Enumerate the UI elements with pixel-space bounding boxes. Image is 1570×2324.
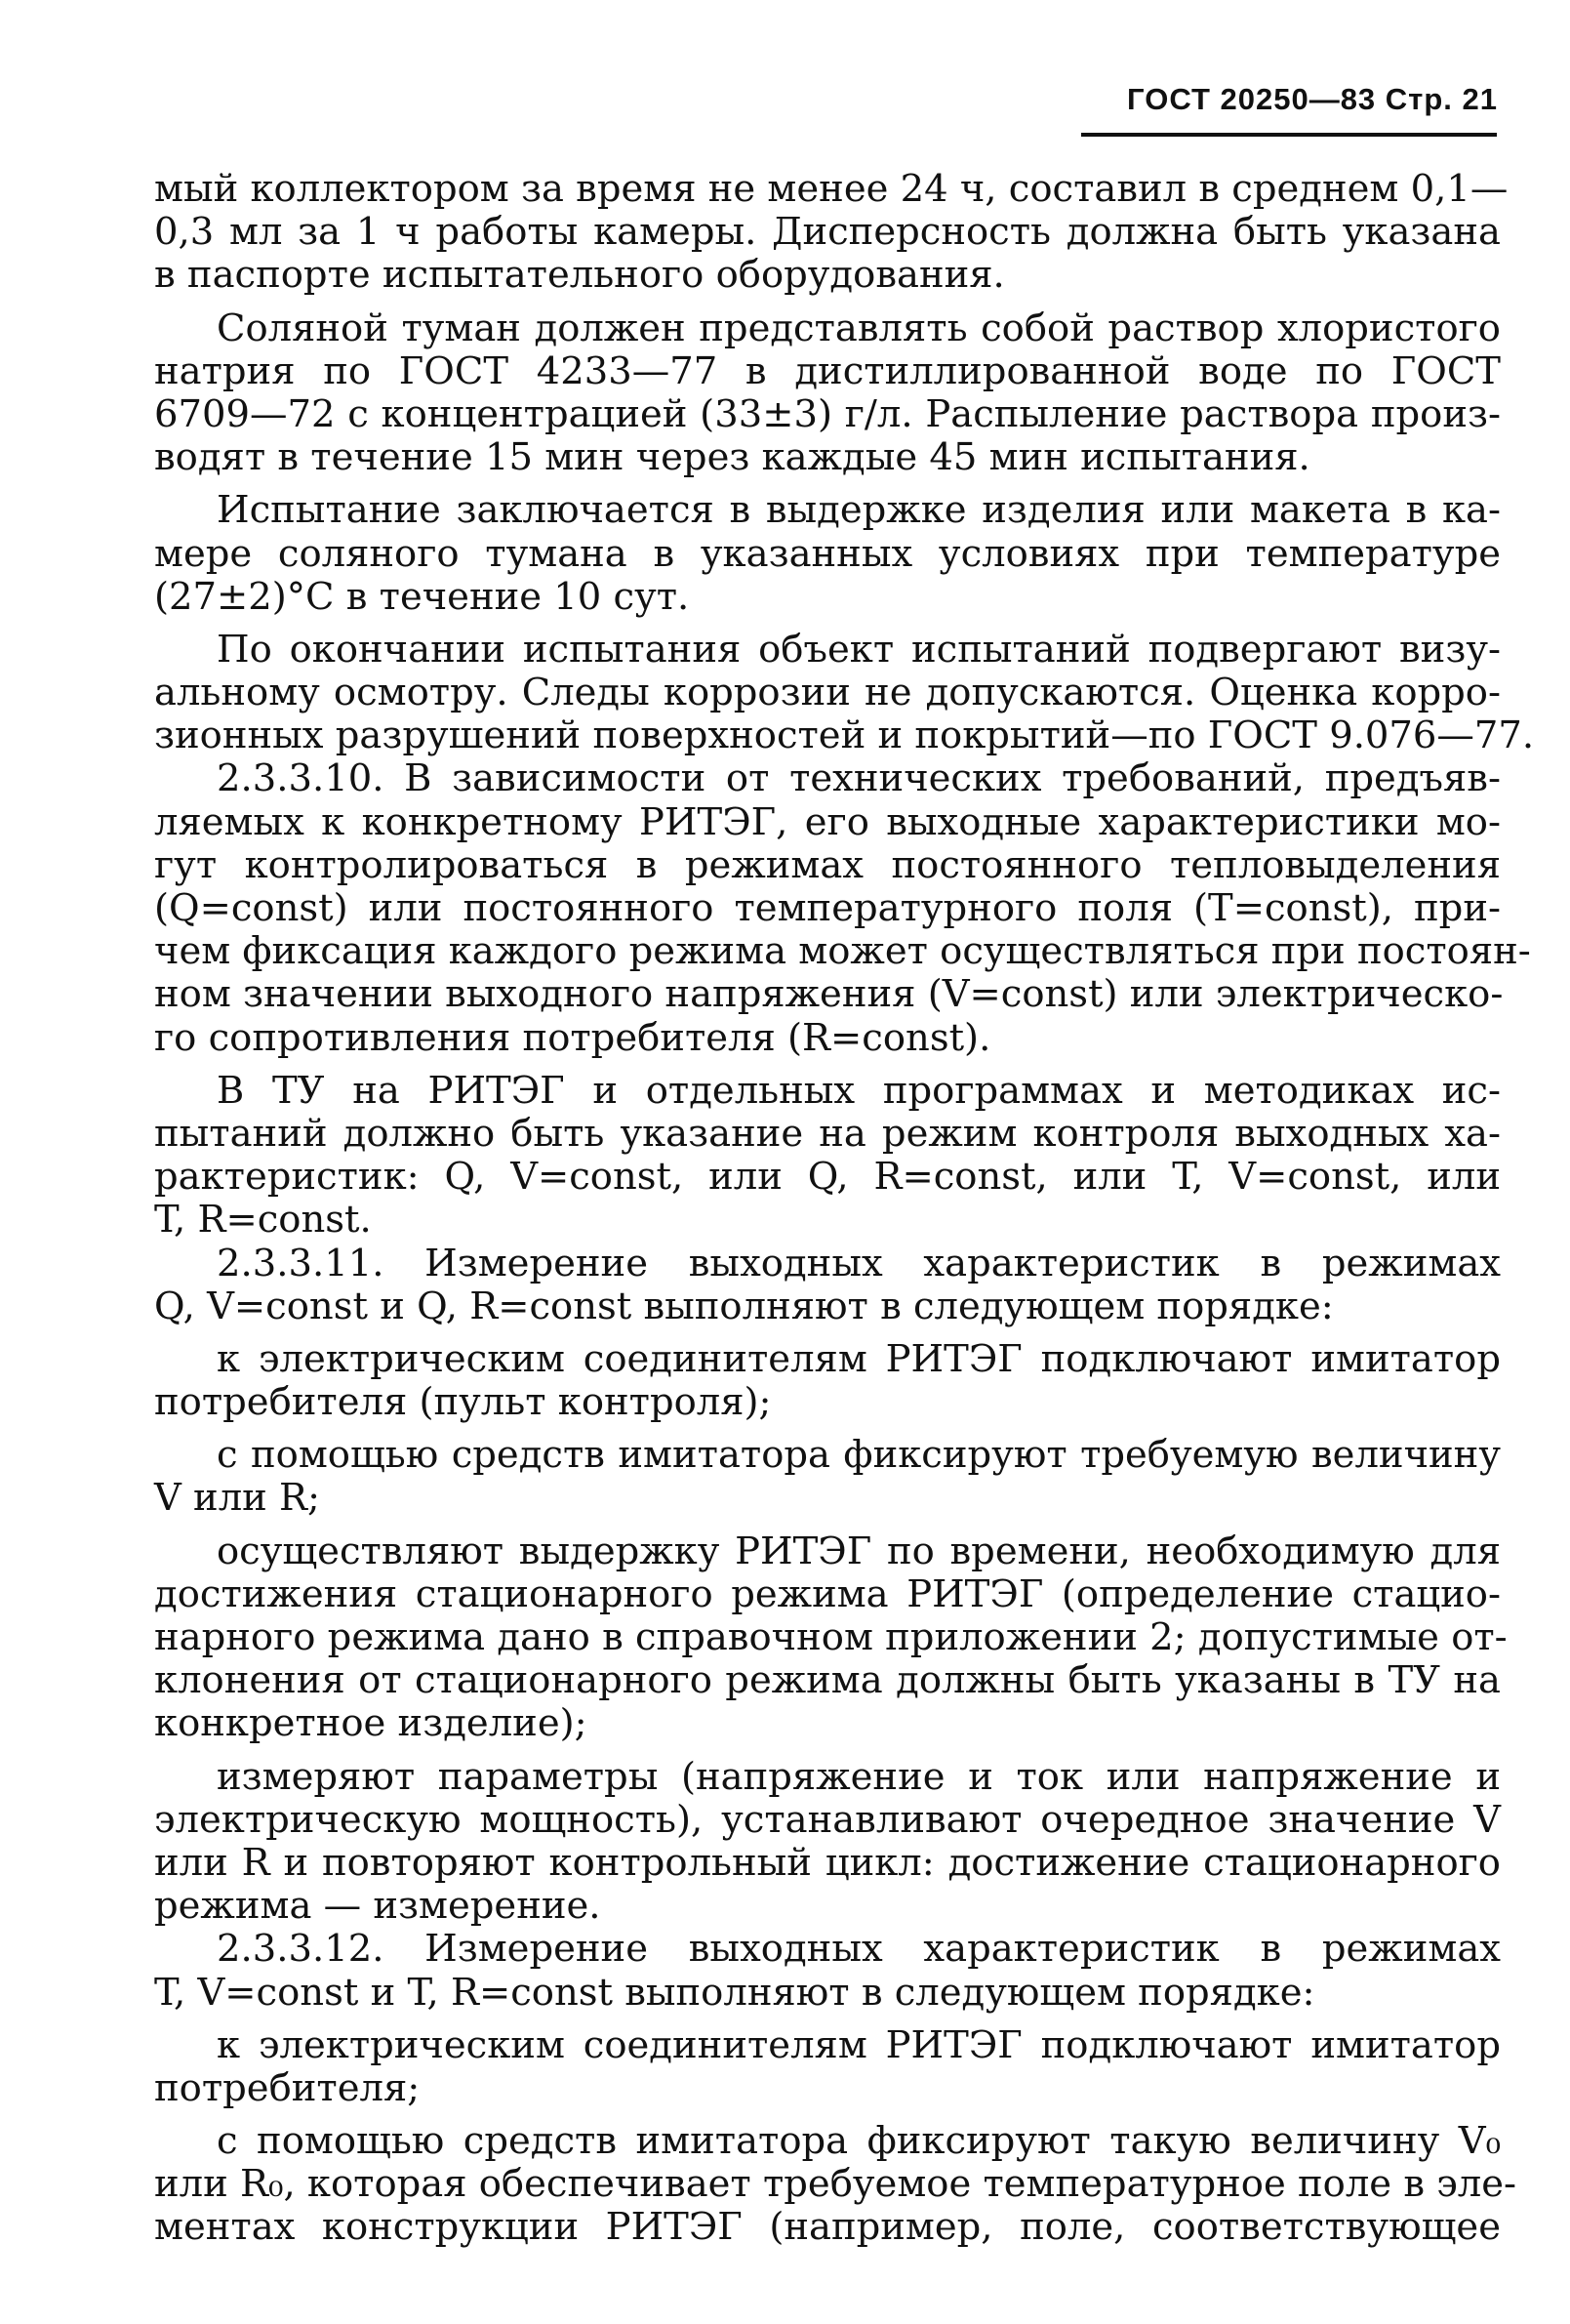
text-line: потребителя (пульт контроля);: [154, 1380, 772, 1425]
text-line: водят в течение 15 мин через каждые 45 мин испытания.: [154, 435, 1310, 480]
text-line: 2.3.3.10. В зависимости от технических требований, предъяв-: [217, 756, 1501, 801]
text-line: (Q=const) или постоянного температурного поля (T=const), при-: [154, 886, 1501, 930]
text-line: мый коллектором за время не менее 24 ч, составил в среднем 0,1—: [154, 167, 1509, 211]
text-line: гут контролироваться в режимах постоянного тепловыделения: [154, 842, 1501, 887]
text-line: осуществляют выдержку РИТЭГ по времени, необходимую для: [217, 1529, 1501, 1573]
text-line: V или R;: [154, 1476, 321, 1521]
text-line: ментах конструкции РИТЭГ (например, поле, соответствующее: [154, 2205, 1501, 2250]
text-line: ном значении выходного напряжения (V=const) или электрическо-: [154, 972, 1504, 1017]
text-line: го сопротивления потребителя (R=const).: [154, 1015, 991, 1060]
text-line: или R₀, которая обеспечивает требуемое температурное поле в эле-: [154, 2162, 1517, 2207]
text-line: измеряют параметры (напряжение и ток или напряжение и: [217, 1754, 1501, 1799]
text-line: зионных разрушений поверхностей и покрытий—по ГОСТ 9.076—77.: [154, 714, 1535, 758]
text-line: Соляной туман должен представлять собой раствор хлористого: [217, 306, 1501, 350]
text-line: мере соляного тумана в указанных условиях при температуре: [154, 531, 1501, 576]
text-line: с помощью средств имитатора фиксируют требуемую величину: [217, 1433, 1501, 1478]
text-line: T, V=const и T, R=const выполняют в следующем порядке:: [154, 1970, 1315, 2015]
text-line: рактеристик: Q, V=const, или Q, R=const, или T, V=const, или: [154, 1155, 1501, 1200]
text-line: 6709—72 с концентрацией (33±3) г/л. Распыление раствора произ-: [154, 391, 1501, 436]
text-line: к электрическим соединителям РИТЭГ подключают имитатор: [217, 2022, 1501, 2067]
text-line: (27±2)°С в течение 10 сут.: [154, 574, 690, 619]
text-line: T, R=const.: [154, 1198, 372, 1243]
text-line: с помощью средств имитатора фиксируют такую величину V₀: [217, 2119, 1501, 2164]
text-line: ляемых к конкретному РИТЭГ, его выходные характеристики мо-: [154, 799, 1501, 844]
text-line: 0,3 мл за 1 ч работы камеры. Дисперсность должна быть указана: [154, 210, 1501, 255]
text-line: потребителя;: [154, 2065, 421, 2110]
text-line: альному осмотру. Следы коррозии не допускаются. Оценка корро-: [154, 671, 1501, 715]
text-line: электрическую мощность), устанавливают очередное значение V: [154, 1797, 1501, 1842]
text-line: клонения от стационарного режима должны быть указаны в ТУ на: [154, 1658, 1501, 1703]
running-header: ГОСТ 20250—83 Стр. 21: [1127, 82, 1498, 116]
text-line: достижения стационарного режима РИТЭГ (определение стацио-: [154, 1571, 1501, 1616]
text-line: пытаний должно быть указание на режим контроля выходных ха-: [154, 1111, 1501, 1156]
text-line: конкретное изделие);: [154, 1701, 587, 1746]
text-line: 2.3.3.11. Измерение выходных характеристик в режимах: [217, 1241, 1501, 1285]
text-line: 2.3.3.12. Измерение выходных характеристик в режимах: [217, 1927, 1501, 1972]
text-line: режима — измерение.: [154, 1884, 601, 1929]
text-line: Испытание заключается в выдержке изделия или макета в ка-: [217, 488, 1501, 533]
body-text: [154, 167, 1535, 2250]
header-rule: [1081, 133, 1497, 137]
text-line: или R и повторяют контрольный цикл: достижение стационарного: [154, 1840, 1501, 1885]
text-line: Q, V=const и Q, R=const выполняют в следующем порядке:: [154, 1284, 1334, 1328]
text-line: натрия по ГОСТ 4233—77 в дистиллированной воде по ГОСТ: [154, 348, 1501, 393]
text-line: В ТУ на РИТЭГ и отдельных программах и методиках ис-: [217, 1068, 1501, 1113]
text-line: По окончании испытания объект испытаний подвергают визу-: [217, 627, 1501, 672]
text-line: к электрическим соединителям РИТЭГ подключают имитатор: [217, 1336, 1501, 1381]
text-line: нарного режима дано в справочном приложении 2; допустимые от-: [154, 1615, 1508, 1659]
text-line: в паспорте испытательного оборудования.: [154, 253, 1005, 298]
text-line: чем фиксация каждого режима может осуществляться при постоян-: [154, 929, 1531, 974]
